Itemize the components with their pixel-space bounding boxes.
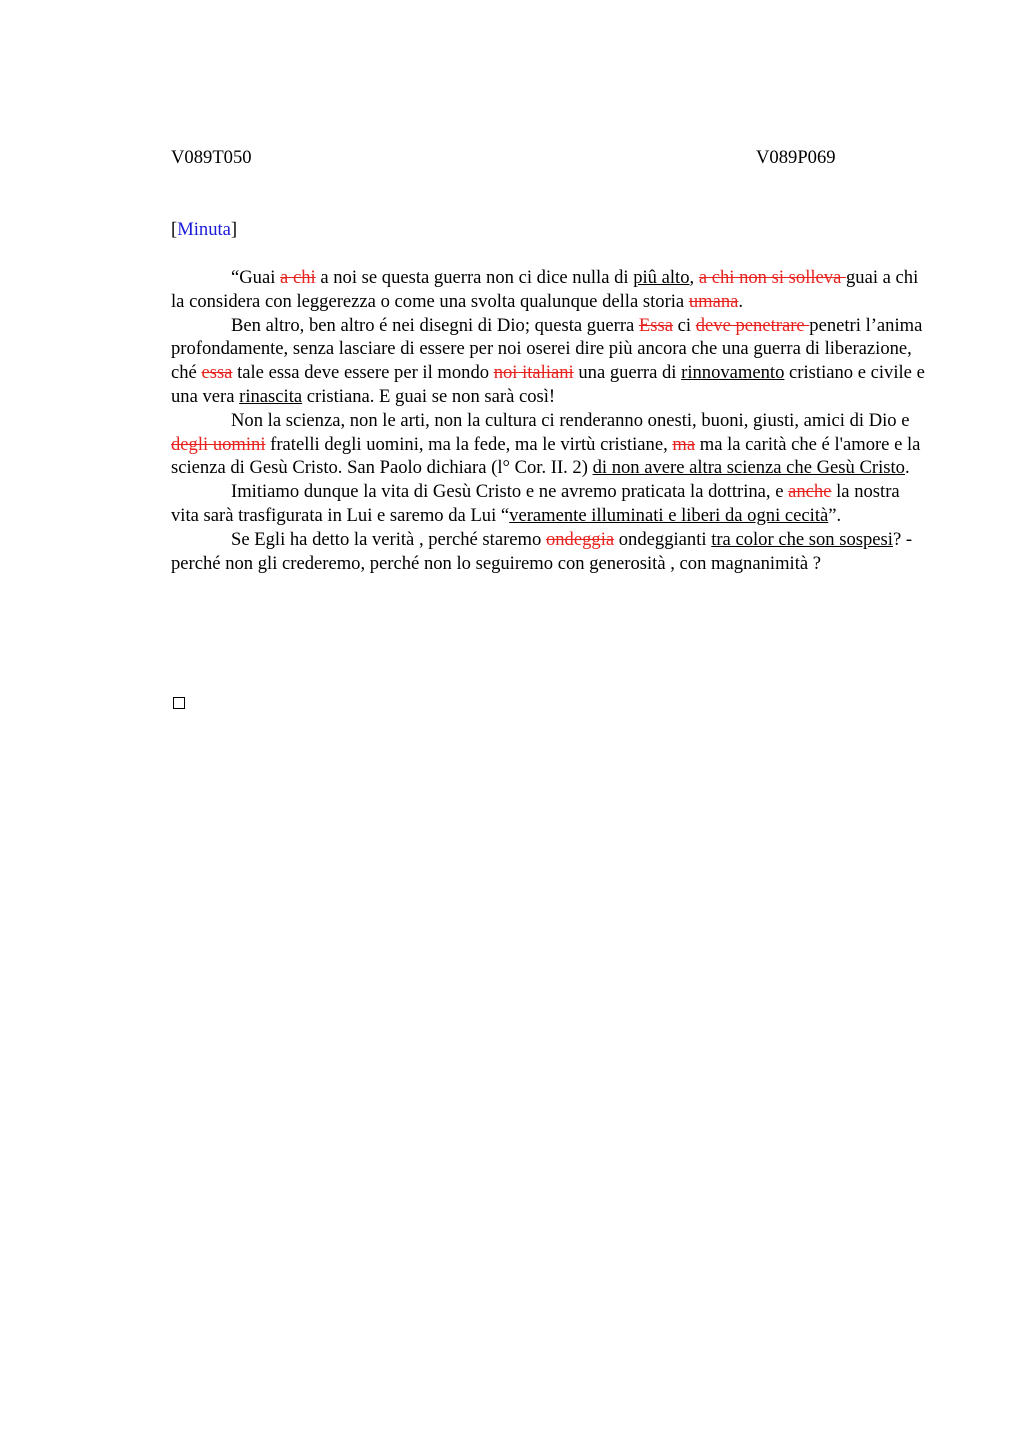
minuta-label <box>171 218 237 242</box>
text-run: a noi se questa guerra non ci dice nulla di <box>315 267 634 288</box>
text-run: guai a chi la considera con leggerezza o come una svolta qualunque della storia <box>171 267 919 312</box>
page-code: V089P069 <box>756 147 836 168</box>
text-run: ondeggianti <box>614 528 712 550</box>
underlined-text: veramente illuminati e liberi da ogni cecità <box>509 504 829 526</box>
text-run: “Guai <box>231 267 281 288</box>
text-run: Se Egli ha detto la verità , perché staremo <box>231 528 546 550</box>
deleted-text: noi italiani <box>493 362 574 384</box>
text-run: Ben altro, ben altro é nei disegni di Dio; questa guerra <box>231 314 639 336</box>
paragraph <box>171 266 931 314</box>
underlined-text: piû alto <box>633 267 690 288</box>
document-body <box>171 266 931 575</box>
deleted-text: degli uomini <box>171 433 266 455</box>
deleted-text: ma <box>672 433 696 455</box>
open-bracket: [ <box>171 219 178 240</box>
minuta-word: Minuta <box>177 219 231 240</box>
deleted-text: anche <box>788 481 832 503</box>
deleted-text: essa <box>201 362 233 384</box>
close-bracket: ] <box>230 219 238 240</box>
text-run: . <box>738 290 744 312</box>
document-header <box>171 146 931 170</box>
underlined-text: rinascita <box>239 385 303 407</box>
text-run: ma la carità che é l'amore e la scienza di Gesù Cristo. San Paolo dichiara (l° Cor. II. 2) <box>171 433 921 479</box>
paragraph <box>171 409 931 480</box>
text-run: . <box>904 457 910 479</box>
text-run: la nostra vita sarà trasfigurata in Lui e saremo da Lui “ <box>171 481 900 526</box>
text-run: una guerra di <box>573 362 682 384</box>
empty-square-icon <box>173 697 185 709</box>
underlined-text: di non avere altra scienza che Gesù Cristo <box>592 457 905 479</box>
deleted-text: a chi non si solleva <box>698 267 846 288</box>
underlined-text: tra color che son sospesi <box>711 528 893 550</box>
paragraph <box>171 314 931 409</box>
text-run: cristiana. E guai se non sarà così! <box>302 385 556 407</box>
text-run: ? - perché non gli crederemo, perché non lo seguiremo con generosità , con magnanimità ? <box>171 528 913 574</box>
deleted-text: Essa <box>638 314 674 336</box>
paragraph <box>171 480 931 528</box>
text-run: tale essa deve essere per il mondo <box>232 362 494 384</box>
deleted-text: umana <box>688 290 739 312</box>
text-run: fratelli degli uomini, ma la fede, ma le virtù cristiane, <box>265 433 673 455</box>
text-run: Non la scienza, non le arti, non la cultura ci renderanno onesti, buoni, giusti, amici di Dio e <box>231 409 910 431</box>
text-run: Imitiamo dunque la vita di Gesù Cristo e ne avremo praticata la dottrina, e <box>231 481 789 503</box>
text-run: penetri l’anima profondamente, senza lasciare di essere per noi oserei dire più ancora che una guerra di liberazione, ché <box>171 314 923 384</box>
deleted-text: deve penetrare <box>695 314 810 336</box>
underlined-text: rinnovamento <box>681 362 785 384</box>
document-page <box>171 146 931 574</box>
text-run: , <box>689 267 699 288</box>
deleted-text: ondeggia <box>545 528 615 550</box>
text-run: ”. <box>828 504 842 526</box>
paragraph <box>171 528 931 576</box>
text-run: cristiano e civile e una vera <box>171 362 925 407</box>
text-run: ci <box>673 314 696 336</box>
deleted-text: a chi <box>280 267 316 288</box>
text-code: V089T050 <box>171 147 252 168</box>
